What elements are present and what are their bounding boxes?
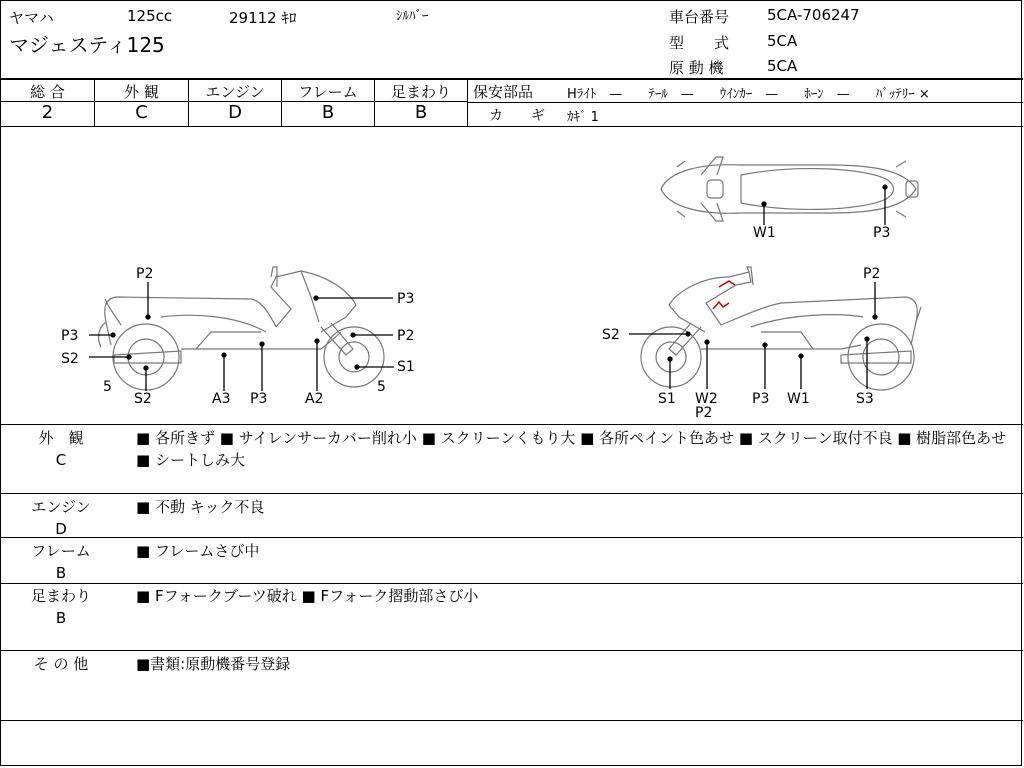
section-frame-grade: B <box>55 564 67 582</box>
left-label-p3-left: P3 <box>61 328 79 344</box>
section-suspension-label: 足まわり <box>30 587 91 605</box>
left-label-a3: A3 <box>212 391 231 407</box>
divider <box>468 102 1023 103</box>
damage-mark-icon <box>719 281 735 287</box>
right-label-w1: W1 <box>787 391 810 407</box>
top-label-p3: P3 <box>873 225 891 241</box>
right-label-s2-left: S2 <box>602 327 620 343</box>
right-side-scooter-icon <box>641 267 921 390</box>
left-label-p3-bottom: P3 <box>250 391 268 407</box>
top-view-scooter-icon <box>661 157 918 221</box>
grade-header-engine: エンジン <box>205 83 265 101</box>
safety-items: Hﾗｲﾄ — ﾃｰﾙ — ｳｲﾝｶｰ — ﾎｰﾝ — ﾊﾞｯﾃﾘｰ × <box>567 87 930 102</box>
divider <box>1 493 1023 494</box>
left-label-s2-left: S2 <box>61 351 79 367</box>
section-suspension-text: ■ Fフォークブーツ破れ ■ Fフォーク摺動部さび小 <box>136 587 479 605</box>
grade-value-frame: B <box>321 102 335 123</box>
mileage: 29112 ｷﾛ <box>229 9 297 27</box>
displacement: 125cc <box>127 7 173 25</box>
divider <box>1 78 1023 80</box>
left-label-a2: A2 <box>305 391 324 407</box>
safety-label: 保安部品 <box>473 83 534 101</box>
color: ｼﾙﾊﾞｰ <box>396 9 429 24</box>
grade-header-exterior: 外 観 <box>124 83 159 101</box>
left-label-p2-top: P2 <box>136 266 154 282</box>
section-exterior-label: 外 観 <box>38 429 84 447</box>
grade-value-overall: 2 <box>41 102 54 123</box>
grade-header-suspension: 足まわり <box>390 83 451 101</box>
engine-label: 原 動 機 <box>669 59 724 77</box>
section-other-label: そ の 他 <box>33 655 89 673</box>
right-label-w2: W2 <box>695 391 718 407</box>
left-label-num-left: 5 <box>103 379 112 395</box>
type-label: 型 式 <box>669 34 730 52</box>
right-label-s1: S1 <box>658 391 676 407</box>
damage-diagram <box>1 127 1023 424</box>
divider <box>1 720 1023 721</box>
section-suspension-grade: B <box>55 609 67 627</box>
left-label-s2-bottom: S2 <box>134 391 152 407</box>
section-frame-label: フレーム <box>31 542 91 560</box>
model-name: マジェスティ125 <box>9 33 165 57</box>
right-label-s3: S3 <box>856 391 874 407</box>
section-frame-text: ■ フレームさび中 <box>136 542 260 560</box>
key-value: ｶｷﾞ 1 <box>567 110 599 125</box>
grade-value-exterior: C <box>135 102 148 123</box>
damage-mark-icon <box>713 302 729 309</box>
section-engine-grade: D <box>55 520 67 538</box>
section-exterior-text: ■ 各所きず ■ サイレンサーカバー削れ小 ■ スクリーンくもり大 ■ 各所ペイント色あせ ■ スクリーン取付不良 ■ 樹脂部色あせ ■ シートしみ大 <box>136 429 1007 469</box>
left-side-scooter-icon <box>99 267 384 390</box>
section-engine-text: ■ 不動 キック不良 <box>136 498 265 516</box>
frame-no-value: 5CA-706247 <box>767 6 860 24</box>
section-engine-label: エンジン <box>31 498 91 516</box>
top-label-w1: W1 <box>753 225 776 241</box>
left-label-p3-right: P3 <box>397 291 415 307</box>
right-label-p3: P3 <box>752 391 770 407</box>
divider <box>1 424 1023 425</box>
divider <box>1 537 1023 538</box>
grade-value-engine: D <box>228 102 242 123</box>
left-label-s1-right: S1 <box>397 359 415 375</box>
maker: ヤマハ <box>9 9 54 27</box>
grade-header-overall: 総 合 <box>30 83 65 101</box>
left-label-num-right: 5 <box>377 379 386 395</box>
right-label-p2-below: P2 <box>695 405 713 421</box>
divider <box>1 583 1023 584</box>
frame-no-label: 車台番号 <box>669 8 730 26</box>
right-label-p2-top: P2 <box>863 266 881 282</box>
type-value: 5CA <box>767 32 798 50</box>
key-label: カ ギ <box>489 108 545 124</box>
grade-value-suspension: B <box>414 102 428 123</box>
section-exterior-grade: C <box>55 451 67 469</box>
section-other-text: ■書類:原動機番号登録 <box>136 655 291 673</box>
grade-header-frame: フレーム <box>298 83 358 101</box>
divider <box>1 650 1023 651</box>
left-label-p2-right: P2 <box>397 328 415 344</box>
engine-value: 5CA <box>767 57 798 75</box>
